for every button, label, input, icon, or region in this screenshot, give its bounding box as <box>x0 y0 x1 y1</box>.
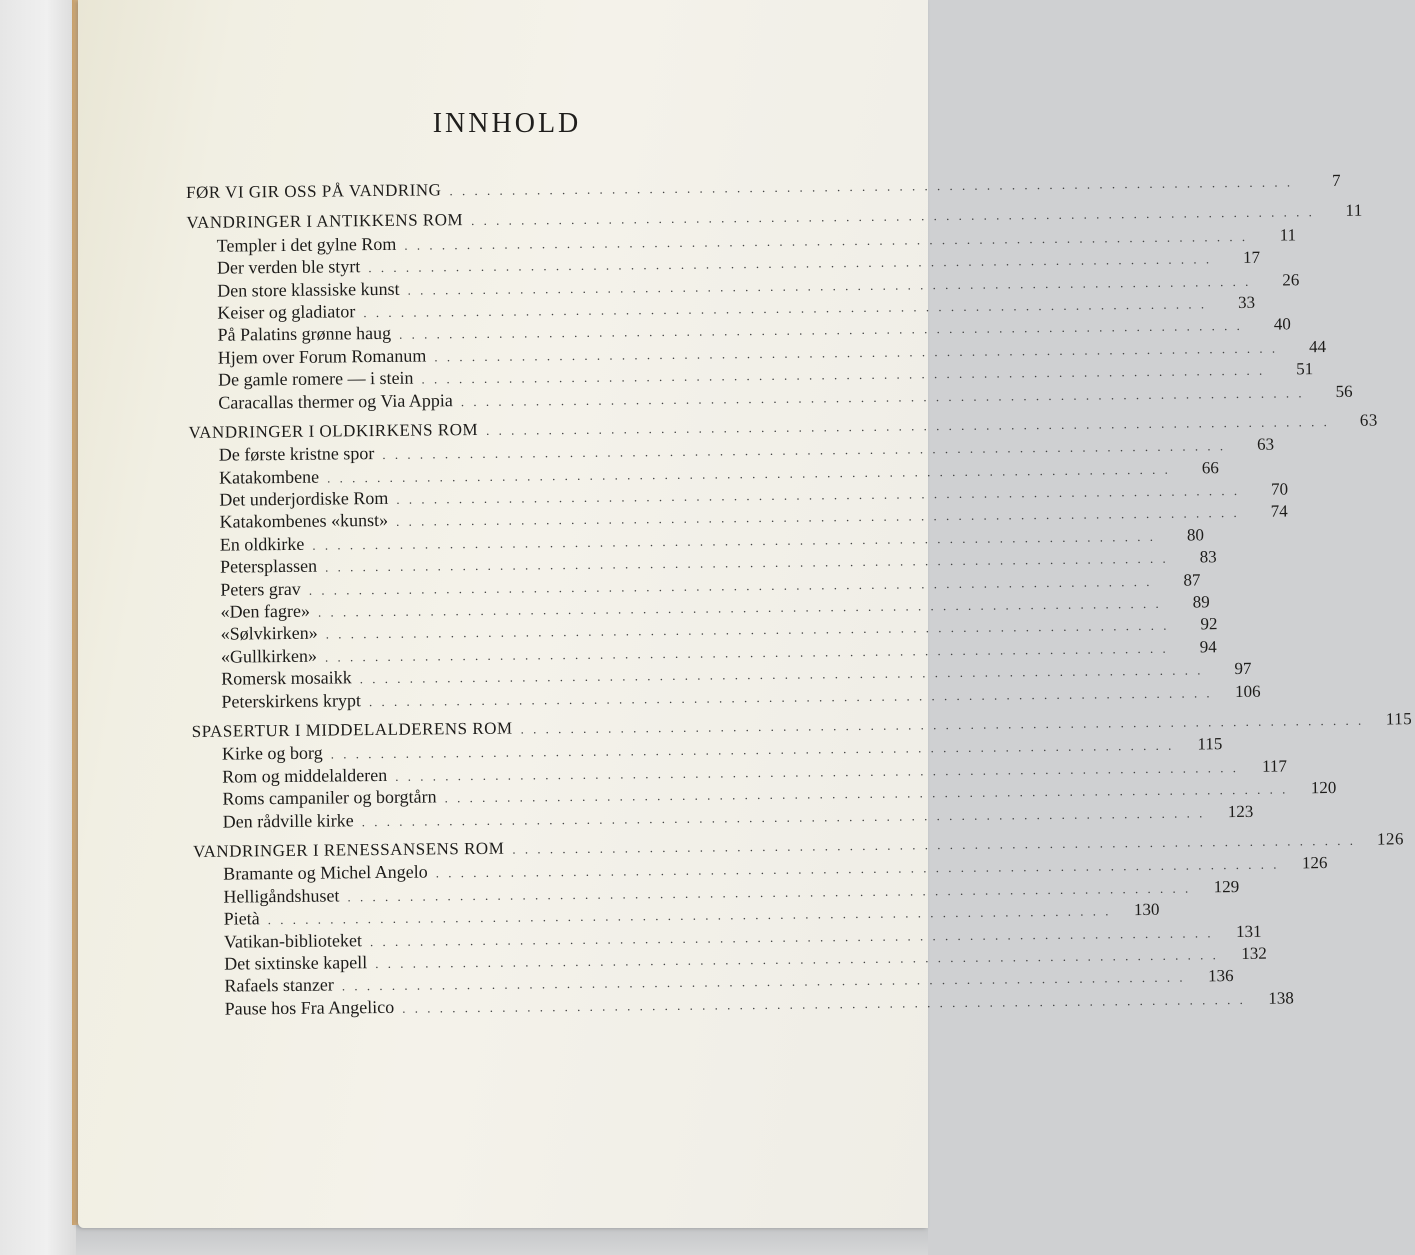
toc-heading-row <box>188 410 1378 444</box>
chapter-title: Katakombenes «kunst» <box>219 510 389 533</box>
dot-leader: . . . . . . . . . . . . . . . . . . . . . . . . . . . . . . . . . . . . . . . . . . . . . . . . . . . . . . . . . . . . . . . . . . . . <box>375 947 1219 971</box>
chapter-title: Peters grav <box>220 578 301 600</box>
dot-leader: . . . . . . . . . . . . . . . . . . . . . . . . . . . . . . . . . . . . . . . . . . . . . . . . . . . . . . . . . . . . . . . . . . . . <box>308 573 1153 598</box>
dot-leader: . . . . . . . . . . . . . . . . . . . . . . . . . . . . . . . . . . . . . . . . . . . . . . . . . . . . . . . . . . . . . . . . . . . . <box>324 550 1169 575</box>
page-number: 26 <box>1282 269 1300 290</box>
chapter-title: Hjem over Forum Romanum <box>217 345 427 368</box>
chapter-title: De gamle romere — i stein <box>217 367 414 390</box>
toc-entry-row <box>194 921 1262 952</box>
toc-entry-row <box>192 756 1287 788</box>
toc-entry-row <box>191 659 1252 690</box>
page-number: 66 <box>1201 457 1219 478</box>
page-number: 7 <box>1332 170 1342 190</box>
chapter-title: De første kristne spor <box>218 443 375 465</box>
dot-leader: . . . . . . . . . . . . . . . . . . . . . . . . . . . . . . . . . . . . . . . . . . . . . . . . . . . . . . . . . . . . . . . . . . . . <box>395 505 1240 530</box>
chapter-title: Keiser og gladiator <box>217 301 356 323</box>
dot-leader: . . . . . . . . . . . . . . . . . . . . . . . . . . . . . . . . . . . . . . . . . . . . . . . . . . . . . . . . . . . . . . . . . . . . <box>404 228 1249 253</box>
dot-leader: . . . . . . . . . . . . . . . . . . . . . . . . . . . . . . . . . . . . . . . . . . . . . . . . . . . . . . . . . . . . . . . . . . . . <box>368 684 1213 709</box>
page-number: 11 <box>1345 201 1363 221</box>
chapter-title: Der verden ble styrt <box>216 256 361 278</box>
toc-entry-row <box>187 247 1261 279</box>
page-number: 131 <box>1236 921 1262 941</box>
dot-leader: . . . . . . . . . . . . . . . . . . . . . . . . . . . . . . . . . . . . . . . . . . . . . . . . . . . . . . . . . . . . . . . . . . . . <box>460 384 1305 409</box>
page-number: 117 <box>1261 756 1287 776</box>
chapter-title: Rom og middelalderen <box>222 764 388 787</box>
toc-entry-row <box>191 681 1261 713</box>
page-number: 83 <box>1199 547 1217 567</box>
dot-leader: . . . . . . . . . . . . . . . . . . . . . . . . . . . . . . . . . . . . . . . . . . . . . . . . . . . . . . . . . . . . . . . . . . . . <box>326 461 1171 486</box>
toc-part-vandringer-i-antikkens-rom <box>186 201 1363 414</box>
toc-entry-row <box>195 988 1294 1020</box>
chapter-title: Caracallas thermer og Via Appia <box>218 389 453 413</box>
chapter-title: Helligåndshuset <box>223 885 340 907</box>
dot-leader: . . . . . . . . . . . . . . . . . . . . . . . . . . . . . . . . . . . . . . . . . . . . . . . . . . . . . . . . . . . . . . . . . . . . <box>361 804 1206 829</box>
toc-entry-row <box>191 637 1217 668</box>
toc-entry-row <box>194 943 1267 975</box>
dot-leader: . . . . . . . . . . . . . . . . . . . . . . . . . . . . . . . . . . . . . . . . . . . . . . . . . . . . . . . . . . . . . . . . . . . . <box>317 595 1162 620</box>
toc-entry-row <box>191 614 1218 645</box>
dot-leader: . . . . . . . . . . . . . . . . . . . . . . . . . . . . . . . . . . . . . . . . . . . . . . . . . . . . . . . . . . . . . . . . . . . . <box>312 528 1157 553</box>
dot-leader: . . . . . . . . . . . . . . . . . . . . . . . . . . . . . . . . . . . . . . . . . . . . . . . . . . . . . . . . . . . . . . . . . . . . <box>520 712 1365 737</box>
page-number: 89 <box>1192 592 1210 612</box>
dot-leader: . . . . . . . . . . . . . . . . . . . . . . . . . . . . . . . . . . . . . . . . . . . . . . . . . . . . . . . . . . . . . . . . . . . . <box>434 340 1279 365</box>
page-number: 115 <box>1197 734 1223 754</box>
chapter-title: På Palatins grønne haug <box>217 323 392 346</box>
dot-leader: . . . . . . . . . . . . . . . . . . . . . . . . . . . . . . . . . . . . . . . . . . . . . . . . . . . . . . . . . . . . . . . . . . . . <box>407 273 1252 298</box>
toc-heading-row <box>186 201 1363 234</box>
page-number: 123 <box>1227 801 1254 821</box>
page-number: 126 <box>1301 853 1328 873</box>
toc-entry-row <box>189 479 1289 511</box>
chapter-title: «Gullkirken» <box>220 645 318 667</box>
toc-entry-row <box>190 592 1210 623</box>
toc-entry-row <box>193 853 1328 885</box>
page-number: 126 <box>1376 829 1405 849</box>
part-heading: SPASERTUR I MIDDELALDERENS ROM <box>191 718 513 741</box>
chapter-title: Det sixtinske kapell <box>224 952 368 974</box>
chapter-title: Det underjordiske Rom <box>219 487 389 510</box>
page-number: 115 <box>1385 709 1413 729</box>
contents-page <box>78 0 1413 1228</box>
part-heading: VANDRINGER I RENESSANSENS ROM <box>192 838 505 861</box>
dot-leader: . . . . . . . . . . . . . . . . . . . . . . . . . . . . . . . . . . . . . . . . . . . . . . . . . . . . . . . . . . . . . . . . . . . . <box>330 738 1175 762</box>
toc-entry-row <box>194 966 1234 997</box>
dot-leader: . . . . . . . . . . . . . . . . . . . . . . . . . . . . . . . . . . . . . . . . . . . . . . . . . . . . . . . . . . . . . . . . . . . . <box>395 759 1239 784</box>
dot-leader: . . . . . . . . . . . . . . . . . . . . . . . . . . . . . . . . . . . . . . . . . . . . . . . . . . . . . . . . . . . . . . . . . . . . <box>402 991 1246 1016</box>
dot-leader: . . . . . . . . . . . . . . . . . . . . . . . . . . . . . . . . . . . . . . . . . . . . . . . . . . . . . . . . . . . . . . . . . . . . <box>324 640 1169 665</box>
toc-heading-row <box>191 709 1413 743</box>
toc-entry-row <box>187 225 1297 257</box>
chapter-title: Vatikan-biblioteket <box>223 929 363 952</box>
dot-leader: . . . . . . . . . . . . . . . . . . . . . . . . . . . . . . . . . . . . . . . . . . . . . . . . . . . . . . . . . . . . . . . . . . . . <box>341 969 1186 994</box>
page-number: 92 <box>1200 614 1218 634</box>
chapter-title: Pietà <box>223 908 260 929</box>
page-number: 130 <box>1133 899 1160 920</box>
chapter-title: Kirke og borg <box>221 742 323 765</box>
toc-part-vandringer-i-renessansens-rom <box>192 829 1405 1020</box>
chapter-title: Pause hos Fra Angelico <box>224 996 395 1019</box>
dot-leader: . . . . . . . . . . . . . . . . . . . . . . . . . . . . . . . . . . . . . . . . . . . . . . . . . . . . . . . . . . . . . . . . . . . . <box>421 362 1266 387</box>
page-number: 70 <box>1270 479 1289 499</box>
dot-leader: . . . . . . . . . . . . . . . . . . . . . . . . . . . . . . . . . . . . . . . . . . . . . . . . . . . . . . . . . . . . . . . . . . . . <box>325 618 1170 642</box>
page-number: 80 <box>1186 525 1205 545</box>
toc-entry-row <box>187 314 1291 346</box>
chapter-title: «Sølvkirken» <box>220 623 318 645</box>
page-number: 74 <box>1270 501 1288 522</box>
dot-leader: . . . . . . . . . . . . . . . . . . . . . . . . . . . . . . . . . . . . . . . . . . . . . . . . . . . . . . . . . . . . . . . . . . . . <box>363 296 1208 321</box>
toc-entry-row <box>189 434 1275 466</box>
dot-leader: . . . . . . . . . . . . . . . . . . . . . . . . . . . . . . . . . . . . . . . . . . . . . . . . . . . . . . . . . . . . . . . . . . . . <box>471 204 1315 229</box>
part-heading: FØR VI GIR OSS PÅ VANDRING <box>186 180 442 202</box>
dot-leader: . . . . . . . . . . . . . . . . . . . . . . . . . . . . . . . . . . . . . . . . . . . . . . . . . . . . . . . . . . . . . . . . . . . . <box>347 880 1192 905</box>
chapter-title: Roms campaniler og borgtårn <box>222 786 437 809</box>
page-number: 11 <box>1279 225 1297 245</box>
toc-entry-row <box>192 734 1223 765</box>
page-number: 97 <box>1234 659 1252 679</box>
chapter-title: Den store klassiske kunst <box>217 278 400 301</box>
dot-leader: . . . . . . . . . . . . . . . . . . . . . . . . . . . . . . . . . . . . . . . . . . . . . . . . . . . . . . . . . . . . . . . . . . . . <box>399 318 1243 343</box>
page-number: 63 <box>1256 434 1275 455</box>
dot-leader: . . . . . . . . . . . . . . . . . . . . . . . . . . . . . . . . . . . . . . . . . . . . . . . . . . . . . . . . . . . . . . . . . . . . <box>267 903 1112 928</box>
toc-part-for-vi-gir-oss-pa-vandring <box>186 170 1342 204</box>
dot-leader: . . . . . . . . . . . . . . . . . . . . . . . . . . . . . . . . . . . . . . . . . . . . . . . . . . . . . . . . . . . . . . . . . . . . <box>485 413 1330 438</box>
dot-leader: . . . . . . . . . . . . . . . . . . . . . . . . . . . . . . . . . . . . . . . . . . . . . . . . . . . . . . . . . . . . . . . . . . . . <box>359 662 1204 687</box>
page-title: INNHOLD <box>432 108 582 139</box>
chapter-title: «Den fagre» <box>220 600 311 622</box>
dot-leader: . . . . . . . . . . . . . . . . . . . . . . . . . . . . . . . . . . . . . . . . . . . . . . . . . . . . . . . . . . . . . . . . . . . . <box>444 781 1289 806</box>
toc-entry-row <box>193 801 1254 832</box>
dot-leader: . . . . . . . . . . . . . . . . . . . . . . . . . . . . . . . . . . . . . . . . . . . . . . . . . . . . . . . . . . . . . . . . . . . . <box>382 438 1227 463</box>
chapter-title: Templer i det gylne Rom <box>216 233 397 256</box>
toc-part-vandringer-i-oldkirkens-rom <box>188 410 1378 713</box>
chapter-title: Petersplassen <box>219 555 318 577</box>
page-number: 129 <box>1213 876 1240 896</box>
toc-entry-row <box>189 457 1219 489</box>
dot-leader: . . . . . . . . . . . . . . . . . . . . . . . . . . . . . . . . . . . . . . . . . . . . . . . . . . . . . . . . . . . . . . . . . . . . <box>396 483 1241 507</box>
facing-page <box>0 0 78 1255</box>
toc-heading-row <box>192 829 1405 863</box>
toc-entry-row <box>190 525 1205 556</box>
dot-leader: . . . . . . . . . . . . . . . . . . . . . . . . . . . . . . . . . . . . . . . . . . . . . . . . . . . . . . . . . . . . . . . . . . . . <box>449 174 1294 199</box>
dot-leader: . . . . . . . . . . . . . . . . . . . . . . . . . . . . . . . . . . . . . . . . . . . . . . . . . . . . . . . . . . . . . . . . . . . . <box>368 251 1213 276</box>
page-number: 136 <box>1207 966 1234 986</box>
toc-entry-row <box>190 547 1217 578</box>
dot-leader: . . . . . . . . . . . . . . . . . . . . . . . . . . . . . . . . . . . . . . . . . . . . . . . . . . . . . . . . . . . . . . . . . . . . <box>435 856 1280 881</box>
page-number: 51 <box>1296 359 1314 379</box>
toc-entry-row <box>192 778 1337 810</box>
page-number: 138 <box>1268 988 1294 1008</box>
page-number: 56 <box>1335 381 1353 401</box>
toc-entry-row <box>187 292 1256 324</box>
page-number: 87 <box>1183 570 1201 590</box>
chapter-title: Den rådville kirke <box>222 809 354 832</box>
page-number: 132 <box>1241 943 1267 963</box>
toc-part-spasertur-i-middelalderens-rom <box>191 709 1413 833</box>
dot-leader: . . . . . . . . . . . . . . . . . . . . . . . . . . . . . . . . . . . . . . . . . . . . . . . . . . . . . . . . . . . . . . . . . . . . <box>369 924 1214 949</box>
chapter-title: Romersk mosaikk <box>221 667 352 689</box>
page-number: 40 <box>1273 314 1291 334</box>
chapter-title: Katakombene <box>218 466 320 488</box>
page-number: 63 <box>1359 410 1378 430</box>
chapter-title: Bramante og Michel Angelo <box>223 861 428 884</box>
page-number: 94 <box>1199 637 1217 657</box>
chapter-title: Peterskirkens krypt <box>221 689 362 712</box>
page-number: 106 <box>1235 681 1261 701</box>
toc-entry-row <box>189 501 1288 533</box>
page-number: 17 <box>1242 247 1261 268</box>
part-heading: VANDRINGER I ANTIKKENS ROM <box>186 210 464 233</box>
part-heading: VANDRINGER I OLDKIRKENS ROM <box>188 419 479 442</box>
page-number: 44 <box>1308 336 1327 356</box>
toc-entry-row <box>190 570 1201 601</box>
toc-entry-row <box>193 876 1240 908</box>
toc-entry-row <box>188 359 1314 391</box>
toc-entry-row <box>188 381 1353 413</box>
chapter-title: Rafaels stanzer <box>224 974 334 996</box>
dot-leader: . . . . . . . . . . . . . . . . . . . . . . . . . . . . . . . . . . . . . . . . . . . . . . . . . . . . . . . . . . . . . . . . . . . . <box>512 832 1357 857</box>
page-number: 33 <box>1237 292 1256 312</box>
toc-heading-row <box>186 170 1342 204</box>
page-number: 120 <box>1310 778 1337 798</box>
chapter-title: En oldkirke <box>219 533 305 555</box>
table-of-contents <box>186 170 1413 1020</box>
